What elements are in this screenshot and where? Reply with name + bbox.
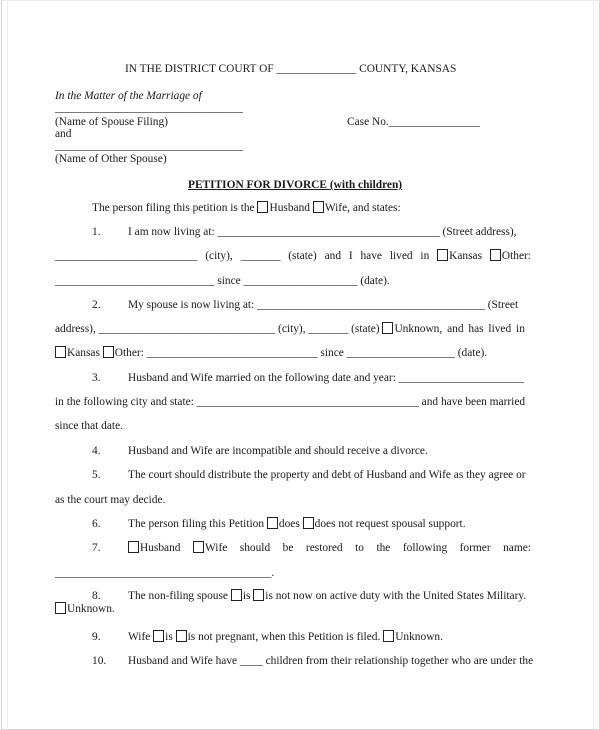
word: name: <box>503 542 531 554</box>
item-9-is-checkbox[interactable] <box>153 630 164 642</box>
item-3-place-line[interactable]: in the following city and state: _______________________________________ and have been married <box>55 396 526 408</box>
item-6-does-checkbox[interactable] <box>267 517 278 529</box>
wife-option-label: Wife, and states: <box>324 202 401 214</box>
item-2-city-line <box>55 322 525 336</box>
husband-checkbox[interactable] <box>257 201 268 213</box>
item-7-husband-checkbox[interactable] <box>128 541 139 553</box>
matter-of-label: In the Matter of the Marriage of <box>55 90 202 102</box>
item-9-line <box>128 630 443 644</box>
item-10-text: Husband and Wife have ____ children from their relationship together who are under the <box>128 655 534 667</box>
intro-line <box>92 201 401 215</box>
item-5-line-2: as the court may decide. <box>55 494 166 506</box>
word: following <box>402 542 448 554</box>
item-7-line <box>128 541 531 555</box>
is-not-label: is not now on active duty with the United States Military. <box>265 590 527 602</box>
is-label: is <box>242 590 251 602</box>
item-7-wife-checkbox[interactable] <box>193 541 204 553</box>
city-label: (city), <box>205 250 233 262</box>
item-1-city-line <box>55 249 531 263</box>
word: and <box>324 250 342 262</box>
wife-label: Wife <box>204 542 228 554</box>
other-spouse-name-field[interactable]: _________________________________ <box>55 140 243 152</box>
item-1-kansas-checkbox[interactable] <box>437 249 448 261</box>
word: should <box>239 542 271 554</box>
item-2-city-state-fields[interactable]: address), _______________________________ (city), _______ (state) <box>55 323 380 335</box>
word: restored <box>305 542 343 554</box>
case-number-field[interactable]: Case No.________________ <box>347 116 480 128</box>
word: be <box>282 542 294 554</box>
does-label: does <box>278 518 300 530</box>
husband-label: Husband <box>140 542 181 554</box>
item-2-unknown-checkbox[interactable] <box>382 322 393 334</box>
item-3-number: 3. <box>92 372 101 384</box>
item-7-wife-option <box>193 541 227 555</box>
item-5-line-1: The court should distribute the property and debt of Husband and Wife as they agree or <box>128 469 526 481</box>
kansas-label: Kansas <box>67 347 100 359</box>
item-9-is-not-checkbox[interactable] <box>176 630 187 642</box>
word: have <box>360 250 382 262</box>
word: to <box>355 542 364 554</box>
unknown-label: Unknown. <box>67 603 115 615</box>
item-5-number: 5. <box>92 469 101 481</box>
item-8-number: 8. <box>92 590 101 602</box>
item-2-other-since-fields[interactable]: Other: ______________________________ since ___________________ (date). <box>114 347 488 359</box>
item-10-number: 10. <box>92 655 107 667</box>
item-1-kansas-option <box>437 249 482 263</box>
item-3-date-line[interactable]: Husband and Wife married on the following date and year: ______________________ <box>128 372 525 384</box>
item-1-number: 1. <box>92 226 101 238</box>
word: former <box>459 542 491 554</box>
word: I <box>348 250 353 262</box>
item-6-does-not-checkbox[interactable] <box>303 517 314 529</box>
item-8-is-not-checkbox[interactable] <box>253 589 264 601</box>
item-1-address-line[interactable]: I am now living at: _______________________________________ (Street address), <box>128 226 517 238</box>
item-9-unknown-checkbox[interactable] <box>383 630 394 642</box>
word: the <box>376 542 391 554</box>
item-8-line <box>128 589 526 603</box>
item-7-husband-option <box>128 541 181 555</box>
item-6-text: The person filing this Petition <box>128 518 265 530</box>
item-9-text: Wife <box>128 631 151 643</box>
item-2-number: 2. <box>92 299 101 311</box>
spouse-filing-name-field[interactable]: _________________________________ <box>55 102 243 114</box>
item-1-other-checkbox[interactable] <box>490 249 501 261</box>
item-1-state-field[interactable]: _______ <box>240 250 281 262</box>
item-8-unknown-option <box>55 602 115 616</box>
kansas-label: Kansas <box>449 250 483 262</box>
item-2-residence-line <box>55 346 487 360</box>
word: in <box>420 250 430 262</box>
spouse-filing-label: (Name of Spouse Filing) <box>55 116 168 128</box>
item-2-address-line[interactable]: My spouse is now living at: ________________________________________ (Street <box>128 299 519 311</box>
and-label: and <box>55 128 72 140</box>
other-spouse-label: (Name of Other Spouse) <box>55 153 167 165</box>
item-8-text: The non-filing spouse <box>128 590 228 602</box>
word: lived <box>389 250 413 262</box>
husband-option-label: Husband <box>269 202 310 214</box>
item-2-kansas-checkbox[interactable] <box>55 346 66 358</box>
item-1-city-field[interactable]: _________________________ <box>55 250 198 262</box>
intro-text: The person filing this petition is the <box>92 202 255 214</box>
document-title: PETITION FOR DIVORCE (with children) <box>188 179 403 191</box>
item-7-number: 7. <box>92 542 101 554</box>
does-not-label: does not request spousal support. <box>314 518 466 530</box>
item-7-former-name-field[interactable]: ______________________________________. <box>55 567 275 579</box>
item-3-since-line: since that date. <box>55 420 123 432</box>
item-8-unknown-checkbox[interactable] <box>55 602 66 614</box>
other-label: Other: <box>501 250 531 262</box>
item-2-other-checkbox[interactable] <box>103 346 114 358</box>
state-label: (state) <box>288 250 317 262</box>
is-label: is <box>165 631 173 643</box>
item-4-number: 4. <box>92 445 101 457</box>
item-1-other-option <box>490 249 531 263</box>
item-8-is-checkbox[interactable] <box>231 589 242 601</box>
unknown-label: Unknown, and has lived in <box>394 323 525 335</box>
item-6-number: 6. <box>92 518 101 530</box>
item-6-line <box>128 517 466 531</box>
unknown-label: Unknown. <box>395 631 443 643</box>
item-1-since-line[interactable]: ____________________________ since ____________________ (date). <box>55 275 390 287</box>
item-4-text: Husband and Wife are incompatible and should receive a divorce. <box>128 445 428 457</box>
wife-checkbox[interactable] <box>313 201 324 213</box>
item-9-number: 9. <box>92 631 101 643</box>
is-not-label: is not pregnant, when this Petition is filed. <box>187 631 381 643</box>
court-heading: IN THE DISTRICT COURT OF ______________ COUNTY, KANSAS <box>125 63 457 75</box>
